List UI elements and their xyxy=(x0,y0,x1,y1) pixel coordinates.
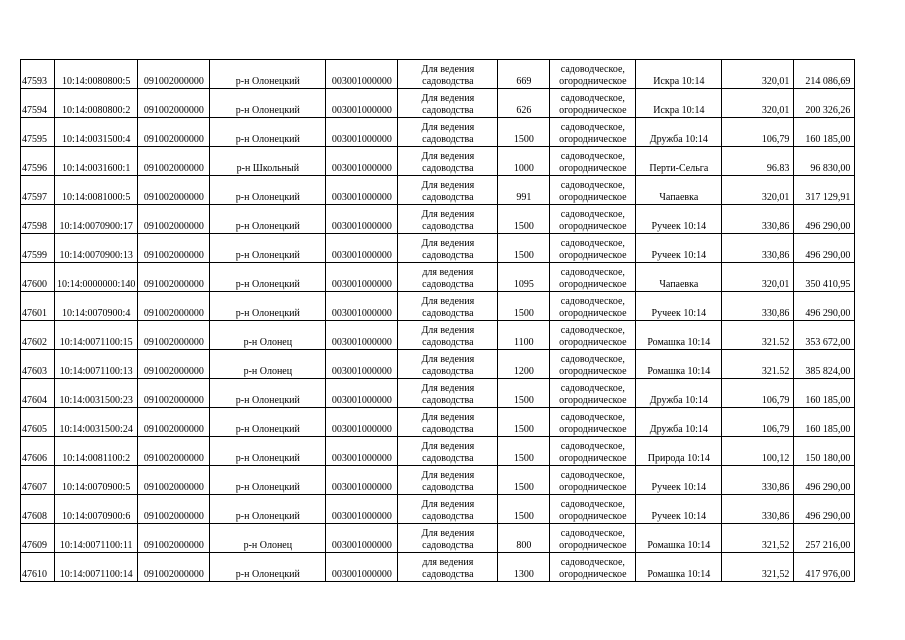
table-row xyxy=(21,60,855,89)
specific-value-cell: 106,79 xyxy=(722,379,794,408)
cell-line-2: садоводства xyxy=(422,308,474,319)
oktmo-code-cell: 091002000000 xyxy=(138,379,210,408)
oktmo-code-cell: 091002000000 xyxy=(138,524,210,553)
use-type-cell xyxy=(550,292,636,321)
specific-value-cell: 330,86 xyxy=(722,495,794,524)
cell-line-1: для ведения xyxy=(422,557,474,568)
district-cell: р-н Олонецкий xyxy=(210,379,326,408)
cell-line-1: садоводческое, xyxy=(560,180,625,191)
table-row xyxy=(21,321,855,350)
category-code-cell: 003001000000 xyxy=(326,205,398,234)
category-code-cell: 003001000000 xyxy=(326,379,398,408)
cell-line-1: садоводческое, xyxy=(560,354,625,365)
oktmo-code-cell: 091002000000 xyxy=(138,234,210,263)
cell-line-2: садоводства xyxy=(422,76,474,87)
location-cell: Ромашка 10:14 xyxy=(636,524,722,553)
cell-line-2: садоводства xyxy=(422,424,474,435)
cell-line-2: огородническое xyxy=(559,569,627,580)
table-row xyxy=(21,466,855,495)
cadastral-value-cell: 417 976,00 xyxy=(794,553,855,582)
specific-value-cell: 100,12 xyxy=(722,437,794,466)
cadastral-number-cell: 10:14:0031500:24 xyxy=(55,408,138,437)
category-code-cell: 003001000000 xyxy=(326,321,398,350)
permitted-use-cell xyxy=(398,553,498,582)
table-row xyxy=(21,350,855,379)
location-cell: Ручеек 10:14 xyxy=(636,495,722,524)
cadastral-number-cell: 10:14:0070900:17 xyxy=(55,205,138,234)
area-cell: 1095 xyxy=(498,263,550,292)
category-code-cell: 003001000000 xyxy=(326,263,398,292)
oktmo-code-cell: 091002000000 xyxy=(138,553,210,582)
permitted-use-cell xyxy=(398,408,498,437)
area-cell: 1500 xyxy=(498,379,550,408)
cell-line-2: садоводства xyxy=(422,221,474,232)
location-cell: Дружба 10:14 xyxy=(636,379,722,408)
area-cell: 669 xyxy=(498,60,550,89)
specific-value-cell: 320,01 xyxy=(722,263,794,292)
cadastral-number-cell: 10:14:0071100:13 xyxy=(55,350,138,379)
cell-line-1: Для ведения xyxy=(421,412,475,423)
district-cell: р-н Олонецкий xyxy=(210,495,326,524)
cadastral-value-cell: 496 290,00 xyxy=(794,234,855,263)
category-code-cell: 003001000000 xyxy=(326,437,398,466)
cadastral-value-cell: 160 185,00 xyxy=(794,408,855,437)
cell-line-1: Для ведения xyxy=(421,499,475,510)
category-code-cell: 003001000000 xyxy=(326,466,398,495)
cell-line-2: садоводства xyxy=(422,105,474,116)
permitted-use-cell xyxy=(398,350,498,379)
area-cell: 991 xyxy=(498,176,550,205)
location-cell: Природа 10:14 xyxy=(636,437,722,466)
permitted-use-cell xyxy=(398,292,498,321)
table-row xyxy=(21,553,855,582)
location-cell: Ромашка 10:14 xyxy=(636,350,722,379)
oktmo-code-cell: 091002000000 xyxy=(138,292,210,321)
cell-line-1: Для ведения xyxy=(421,151,475,162)
cell-line-2: садоводства xyxy=(422,540,474,551)
cell-line-2: садоводства xyxy=(422,511,474,522)
cadastral-value-cell: 353 672,00 xyxy=(794,321,855,350)
cell-line-2: огородническое xyxy=(559,540,627,551)
table-row xyxy=(21,234,855,263)
area-cell: 1200 xyxy=(498,350,550,379)
oktmo-code-cell: 091002000000 xyxy=(138,147,210,176)
cadastral-number-cell: 10:14:0080800:2 xyxy=(55,89,138,118)
table-row xyxy=(21,437,855,466)
cadastral-value-cell: 496 290,00 xyxy=(794,495,855,524)
oktmo-code-cell: 091002000000 xyxy=(138,437,210,466)
use-type-cell xyxy=(550,350,636,379)
cadastral-value-cell: 214 086,69 xyxy=(794,60,855,89)
row-number-cell: 47606 xyxy=(21,437,55,466)
table-row xyxy=(21,89,855,118)
use-type-cell xyxy=(550,466,636,495)
cell-line-2: садоводства xyxy=(422,569,474,580)
cell-line-2: огородническое xyxy=(559,424,627,435)
area-cell: 1300 xyxy=(498,553,550,582)
district-cell: р-н Олонецкий xyxy=(210,263,326,292)
cell-line-2: садоводства xyxy=(422,337,474,348)
cell-line-1: Для ведения xyxy=(421,180,475,191)
oktmo-code-cell: 091002000000 xyxy=(138,89,210,118)
row-number-cell: 47597 xyxy=(21,176,55,205)
cell-line-1: Для ведения xyxy=(421,93,475,104)
cadastral-value-cell: 385 824,00 xyxy=(794,350,855,379)
cadastral-value-cell: 160 185,00 xyxy=(794,379,855,408)
area-cell: 1500 xyxy=(498,495,550,524)
cell-line-2: садоводства xyxy=(422,395,474,406)
cell-line-2: огородническое xyxy=(559,395,627,406)
specific-value-cell: 330,86 xyxy=(722,292,794,321)
table-row xyxy=(21,524,855,553)
use-type-cell xyxy=(550,263,636,292)
cell-line-1: садоводческое, xyxy=(560,238,625,249)
oktmo-code-cell: 091002000000 xyxy=(138,118,210,147)
use-type-cell xyxy=(550,408,636,437)
district-cell: р-н Олонецкий xyxy=(210,118,326,147)
location-cell: Чапаевка xyxy=(636,176,722,205)
district-cell: р-н Олонец xyxy=(210,524,326,553)
cell-line-1: Для ведения xyxy=(421,441,475,452)
specific-value-cell: 320,01 xyxy=(722,60,794,89)
cadastral-number-cell: 10:14:0070900:5 xyxy=(55,466,138,495)
cell-line-2: огородническое xyxy=(559,366,627,377)
cell-line-2: огородническое xyxy=(559,453,627,464)
cell-line-2: садоводства xyxy=(422,250,474,261)
category-code-cell: 003001000000 xyxy=(326,408,398,437)
district-cell: р-н Олонецкий xyxy=(210,205,326,234)
use-type-cell xyxy=(550,205,636,234)
use-type-cell xyxy=(550,176,636,205)
cell-line-2: садоводства xyxy=(422,366,474,377)
area-cell: 1500 xyxy=(498,466,550,495)
cell-line-1: садоводческое, xyxy=(560,93,625,104)
oktmo-code-cell: 091002000000 xyxy=(138,205,210,234)
district-cell: р-н Олонецкий xyxy=(210,437,326,466)
cell-line-2: садоводства xyxy=(422,482,474,493)
category-code-cell: 003001000000 xyxy=(326,234,398,263)
area-cell: 1500 xyxy=(498,292,550,321)
oktmo-code-cell: 091002000000 xyxy=(138,263,210,292)
cell-line-2: огородническое xyxy=(559,337,627,348)
cell-line-2: огородническое xyxy=(559,308,627,319)
table-row xyxy=(21,495,855,524)
cell-line-2: огородническое xyxy=(559,134,627,145)
cell-line-1: садоводческое, xyxy=(560,557,625,568)
area-cell: 1000 xyxy=(498,147,550,176)
area-cell: 1100 xyxy=(498,321,550,350)
cell-line-1: Для ведения xyxy=(421,528,475,539)
district-cell: р-н Олонецкий xyxy=(210,234,326,263)
row-number-cell: 47599 xyxy=(21,234,55,263)
row-number-cell: 47604 xyxy=(21,379,55,408)
specific-value-cell: 321,52 xyxy=(722,524,794,553)
cadastral-value-cell: 96 830,00 xyxy=(794,147,855,176)
location-cell: Ручеек 10:14 xyxy=(636,234,722,263)
permitted-use-cell xyxy=(398,60,498,89)
permitted-use-cell xyxy=(398,89,498,118)
category-code-cell: 003001000000 xyxy=(326,118,398,147)
district-cell: р-н Олонецкий xyxy=(210,292,326,321)
cell-line-2: садоводства xyxy=(422,453,474,464)
row-number-cell: 47608 xyxy=(21,495,55,524)
cell-line-1: садоводческое, xyxy=(560,412,625,423)
location-cell: Ромашка 10:14 xyxy=(636,553,722,582)
cell-line-2: огородническое xyxy=(559,279,627,290)
table-row xyxy=(21,408,855,437)
area-cell: 1500 xyxy=(498,205,550,234)
table-row xyxy=(21,176,855,205)
cell-line-2: садоводства xyxy=(422,192,474,203)
use-type-cell xyxy=(550,118,636,147)
row-number-cell: 47603 xyxy=(21,350,55,379)
district-cell: р-н Школьный xyxy=(210,147,326,176)
cell-line-2: огородническое xyxy=(559,163,627,174)
row-number-cell: 47610 xyxy=(21,553,55,582)
category-code-cell: 003001000000 xyxy=(326,524,398,553)
row-number-cell: 47595 xyxy=(21,118,55,147)
cell-line-1: садоводческое, xyxy=(560,383,625,394)
permitted-use-cell xyxy=(398,147,498,176)
area-cell: 1500 xyxy=(498,437,550,466)
cadastral-number-cell: 10:14:0070900:13 xyxy=(55,234,138,263)
cell-line-1: садоводческое, xyxy=(560,64,625,75)
permitted-use-cell xyxy=(398,205,498,234)
row-number-cell: 47601 xyxy=(21,292,55,321)
area-cell: 1500 xyxy=(498,408,550,437)
oktmo-code-cell: 091002000000 xyxy=(138,466,210,495)
district-cell: р-н Олонецкий xyxy=(210,176,326,205)
specific-value-cell: 96.83 xyxy=(722,147,794,176)
district-cell: р-н Олонецкий xyxy=(210,60,326,89)
permitted-use-cell xyxy=(398,321,498,350)
area-cell: 800 xyxy=(498,524,550,553)
cell-line-1: садоводческое, xyxy=(560,499,625,510)
district-cell: р-н Олонец xyxy=(210,350,326,379)
row-number-cell: 47598 xyxy=(21,205,55,234)
use-type-cell xyxy=(550,495,636,524)
cell-line-1: Для ведения xyxy=(421,209,475,220)
category-code-cell: 003001000000 xyxy=(326,147,398,176)
category-code-cell: 003001000000 xyxy=(326,350,398,379)
use-type-cell xyxy=(550,321,636,350)
location-cell: Ручеек 10:14 xyxy=(636,466,722,495)
location-cell: Искра 10:14 xyxy=(636,60,722,89)
specific-value-cell: 320,01 xyxy=(722,89,794,118)
cadastral-number-cell: 10:14:0071100:11 xyxy=(55,524,138,553)
row-number-cell: 47600 xyxy=(21,263,55,292)
cadastral-number-cell: 10:14:0071100:15 xyxy=(55,321,138,350)
cadastral-number-cell: 10:14:0081100:2 xyxy=(55,437,138,466)
specific-value-cell: 330,86 xyxy=(722,205,794,234)
specific-value-cell: 321.52 xyxy=(722,350,794,379)
cadastral-value-cell: 160 185,00 xyxy=(794,118,855,147)
table-row xyxy=(21,205,855,234)
permitted-use-cell xyxy=(398,176,498,205)
cell-line-1: садоводческое, xyxy=(560,151,625,162)
area-cell: 1500 xyxy=(498,234,550,263)
district-cell: р-н Олонецкий xyxy=(210,89,326,118)
district-cell: р-н Олонец xyxy=(210,321,326,350)
cadastral-value-cell: 350 410,95 xyxy=(794,263,855,292)
cadastral-number-cell: 10:14:0000000:140 xyxy=(55,263,138,292)
district-cell: р-н Олонецкий xyxy=(210,408,326,437)
cell-line-2: садоводства xyxy=(422,134,474,145)
specific-value-cell: 320,01 xyxy=(722,176,794,205)
location-cell: Дружба 10:14 xyxy=(636,408,722,437)
row-number-cell: 47593 xyxy=(21,60,55,89)
cell-line-2: огородническое xyxy=(559,250,627,261)
location-cell: Ручеек 10:14 xyxy=(636,292,722,321)
cell-line-1: садоводческое, xyxy=(560,441,625,452)
cadastral-value-cell: 200 326,26 xyxy=(794,89,855,118)
location-cell: Ручеек 10:14 xyxy=(636,205,722,234)
location-cell: Ромашка 10:14 xyxy=(636,321,722,350)
cell-line-1: для ведения xyxy=(422,267,474,278)
row-number-cell: 47607 xyxy=(21,466,55,495)
category-code-cell: 003001000000 xyxy=(326,60,398,89)
location-cell: Перти-Сельга xyxy=(636,147,722,176)
row-number-cell: 47609 xyxy=(21,524,55,553)
cadastral-value-cell: 150 180,00 xyxy=(794,437,855,466)
cell-line-2: огородническое xyxy=(559,76,627,87)
use-type-cell xyxy=(550,553,636,582)
use-type-cell xyxy=(550,147,636,176)
district-cell: р-н Олонецкий xyxy=(210,466,326,495)
district-cell: р-н Олонецкий xyxy=(210,553,326,582)
cadastral-number-cell: 10:14:0081000:5 xyxy=(55,176,138,205)
specific-value-cell: 330,86 xyxy=(722,234,794,263)
cell-line-2: огородническое xyxy=(559,511,627,522)
category-code-cell: 003001000000 xyxy=(326,89,398,118)
permitted-use-cell xyxy=(398,495,498,524)
cadastral-value-cell: 496 290,00 xyxy=(794,205,855,234)
cell-line-1: Для ведения xyxy=(421,296,475,307)
specific-value-cell: 330,86 xyxy=(722,466,794,495)
row-number-cell: 47596 xyxy=(21,147,55,176)
use-type-cell xyxy=(550,437,636,466)
cell-line-1: садоводческое, xyxy=(560,528,625,539)
table-row xyxy=(21,379,855,408)
cadastral-number-cell: 10:14:0070900:4 xyxy=(55,292,138,321)
cell-line-1: Для ведения xyxy=(421,383,475,394)
use-type-cell xyxy=(550,89,636,118)
permitted-use-cell xyxy=(398,263,498,292)
cadastral-number-cell: 10:14:0031500:4 xyxy=(55,118,138,147)
specific-value-cell: 106,79 xyxy=(722,118,794,147)
area-cell: 1500 xyxy=(498,118,550,147)
permitted-use-cell xyxy=(398,234,498,263)
permitted-use-cell xyxy=(398,118,498,147)
category-code-cell: 003001000000 xyxy=(326,292,398,321)
cell-line-2: огородническое xyxy=(559,482,627,493)
oktmo-code-cell: 091002000000 xyxy=(138,60,210,89)
cell-line-1: Для ведения xyxy=(421,354,475,365)
cell-line-1: Для ведения xyxy=(421,325,475,336)
cell-line-1: Для ведения xyxy=(421,64,475,75)
cell-line-2: огородническое xyxy=(559,105,627,116)
cell-line-1: Для ведения xyxy=(421,238,475,249)
permitted-use-cell xyxy=(398,466,498,495)
permitted-use-cell xyxy=(398,524,498,553)
oktmo-code-cell: 091002000000 xyxy=(138,176,210,205)
category-code-cell: 003001000000 xyxy=(326,553,398,582)
cadastral-number-cell: 10:14:0031500:23 xyxy=(55,379,138,408)
cell-line-1: садоводческое, xyxy=(560,325,625,336)
cell-line-1: Для ведения xyxy=(421,470,475,481)
oktmo-code-cell: 091002000000 xyxy=(138,408,210,437)
oktmo-code-cell: 091002000000 xyxy=(138,321,210,350)
cell-line-1: Для ведения xyxy=(421,122,475,133)
cell-line-1: садоводческое, xyxy=(560,122,625,133)
cell-line-2: садоводства xyxy=(422,163,474,174)
location-cell: Дружба 10:14 xyxy=(636,118,722,147)
use-type-cell xyxy=(550,524,636,553)
specific-value-cell: 106,79 xyxy=(722,408,794,437)
cadastral-value-cell: 257 216,00 xyxy=(794,524,855,553)
cell-line-1: садоводческое, xyxy=(560,209,625,220)
cell-line-1: садоводческое, xyxy=(560,296,625,307)
area-cell: 626 xyxy=(498,89,550,118)
cadastral-number-cell: 10:14:0031600:1 xyxy=(55,147,138,176)
oktmo-code-cell: 091002000000 xyxy=(138,495,210,524)
row-number-cell: 47602 xyxy=(21,321,55,350)
row-number-cell: 47605 xyxy=(21,408,55,437)
cell-line-1: садоводческое, xyxy=(560,470,625,481)
cell-line-2: садоводства xyxy=(422,279,474,290)
cell-line-2: огородническое xyxy=(559,221,627,232)
oktmo-code-cell: 091002000000 xyxy=(138,350,210,379)
cadastral-number-cell: 10:14:0070900:6 xyxy=(55,495,138,524)
category-code-cell: 003001000000 xyxy=(326,495,398,524)
row-number-cell: 47594 xyxy=(21,89,55,118)
cell-line-1: садоводческое, xyxy=(560,267,625,278)
specific-value-cell: 321,52 xyxy=(722,553,794,582)
cadastral-value-cell: 496 290,00 xyxy=(794,292,855,321)
cell-line-2: огородническое xyxy=(559,192,627,203)
table-row xyxy=(21,292,855,321)
table-row xyxy=(21,118,855,147)
cadastral-number-cell: 10:14:0080800:5 xyxy=(55,60,138,89)
cadastral-number-cell: 10:14:0071100:14 xyxy=(55,553,138,582)
location-cell: Чапаевка xyxy=(636,263,722,292)
use-type-cell xyxy=(550,234,636,263)
category-code-cell: 003001000000 xyxy=(326,176,398,205)
permitted-use-cell xyxy=(398,379,498,408)
location-cell: Искра 10:14 xyxy=(636,89,722,118)
table-row xyxy=(21,263,855,292)
land-plot-table xyxy=(20,59,855,582)
table-row xyxy=(21,147,855,176)
cadastral-value-cell: 496 290,00 xyxy=(794,466,855,495)
use-type-cell xyxy=(550,60,636,89)
use-type-cell xyxy=(550,379,636,408)
specific-value-cell: 321.52 xyxy=(722,321,794,350)
cadastral-value-cell: 317 129,91 xyxy=(794,176,855,205)
permitted-use-cell xyxy=(398,437,498,466)
